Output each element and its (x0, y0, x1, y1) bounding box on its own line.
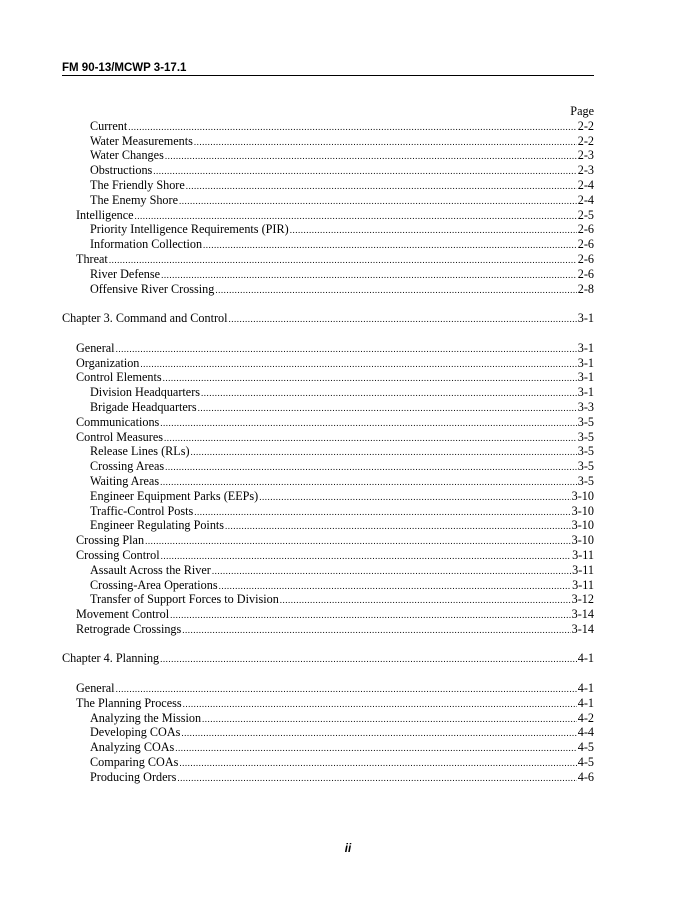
toc-entry-page: 3-5 (577, 414, 594, 429)
dot-leader (160, 652, 577, 667)
dot-leader (215, 283, 576, 298)
toc-entry-title: Crossing Plan (76, 533, 145, 548)
toc-entry-title: Analyzing COAs (90, 740, 175, 755)
dot-leader (165, 460, 577, 475)
table-of-contents (62, 104, 594, 785)
toc-entry-page: 3-5 (577, 459, 594, 474)
toc-entry-page: 4-2 (577, 710, 594, 725)
dot-leader (160, 416, 576, 431)
toc-entry-page: 2-2 (577, 118, 594, 133)
toc-entry-title: River Defense (90, 266, 161, 281)
toc-entry[interactable] (62, 341, 594, 356)
toc-entry-page: 3-5 (577, 473, 594, 488)
toc-entry[interactable] (62, 711, 594, 726)
toc-entry[interactable] (62, 770, 594, 785)
toc-entry-title: Obstructions (90, 163, 153, 178)
toc-entry-page: 4-5 (577, 755, 594, 770)
toc-entry-title: Engineer Regulating Points (90, 518, 225, 533)
toc-entry[interactable] (62, 134, 594, 149)
toc-entry-page: 4-4 (577, 725, 594, 740)
header-rule (62, 75, 594, 76)
dot-leader (194, 505, 570, 520)
toc-entry[interactable] (62, 533, 594, 548)
toc-entry-title: Developing COAs (90, 725, 181, 740)
toc-entry-title: General (76, 681, 115, 696)
dot-leader (140, 357, 576, 372)
toc-entry-title: The Planning Process (76, 695, 182, 710)
toc-entry[interactable] (62, 444, 594, 459)
dot-leader (179, 194, 577, 209)
dot-leader (280, 593, 571, 608)
toc-spacer (62, 296, 594, 311)
dot-leader (163, 371, 577, 386)
toc-entry[interactable] (62, 148, 594, 163)
dot-leader (201, 386, 577, 401)
toc-chapter-entry[interactable] (62, 651, 594, 666)
toc-entry-page: 4-6 (577, 769, 594, 784)
dot-leader (116, 682, 577, 697)
toc-entry-page: 4-1 (577, 695, 594, 710)
dot-leader (259, 490, 570, 505)
toc-entry[interactable] (62, 267, 594, 282)
toc-entry[interactable] (62, 356, 594, 371)
toc-entry[interactable] (62, 592, 594, 607)
dot-leader (175, 741, 576, 756)
toc-entry[interactable] (62, 385, 594, 400)
toc-entry-title: Offensive River Crossing (90, 281, 215, 296)
toc-entry-title: Priority Intelligence Requirements (PIR) (90, 222, 289, 237)
toc-entry[interactable] (62, 504, 594, 519)
dot-leader (212, 564, 571, 579)
toc-entry-title: Brigade Headquarters (90, 399, 197, 414)
toc-entry-title: The Friendly Shore (90, 177, 185, 192)
toc-entry[interactable] (62, 178, 594, 193)
toc-entry-page: 3-10 (571, 518, 594, 533)
toc-entry-page: 3-10 (571, 503, 594, 518)
toc-entry-title: Control Elements (76, 370, 162, 385)
toc-entry-title: Engineer Equipment Parks (EEPs) (90, 488, 259, 503)
toc-entry-page: 3-11 (572, 577, 594, 592)
toc-entry-title: Threat (76, 251, 108, 266)
toc-entry-page: 2-4 (577, 192, 594, 207)
toc-entry[interactable] (62, 681, 594, 696)
dot-leader (161, 268, 577, 283)
toc-entry-title: Producing Orders (90, 769, 177, 784)
toc-entry[interactable] (62, 740, 594, 755)
page-number: ii (344, 843, 352, 855)
toc-entry-page: 2-2 (577, 133, 594, 148)
toc-entry-title: Release Lines (RLs) (90, 444, 190, 459)
toc-entry-page: 3-5 (577, 429, 594, 444)
toc-entry-page: 3-10 (571, 488, 594, 503)
toc-entry[interactable] (62, 163, 594, 178)
toc-entry[interactable] (62, 237, 594, 252)
toc-entry-title: Crossing-Area Operations (90, 577, 218, 592)
toc-entry-title: Comparing COAs (90, 755, 179, 770)
toc-entry[interactable] (62, 474, 594, 489)
toc-entry[interactable] (62, 252, 594, 267)
toc-entry-title: Traffic-Control Posts (90, 503, 194, 518)
toc-entry-title: Crossing Areas (90, 459, 165, 474)
toc-entry-page: 3-1 (577, 370, 594, 385)
toc-entry-title: Crossing Control (76, 547, 160, 562)
toc-entry-page: 3-3 (577, 399, 594, 414)
toc-entry-page: 3-5 (577, 444, 594, 459)
toc-entry-title: Transfer of Support Forces to Division (90, 592, 279, 607)
toc-entry-page: 2-5 (577, 207, 594, 222)
dot-leader (165, 149, 577, 164)
toc-entry-page: 3-1 (577, 311, 594, 326)
toc-entry[interactable] (62, 563, 594, 578)
dot-leader (202, 712, 577, 727)
toc-entry-title: Assault Across the River (90, 562, 211, 577)
toc-entry-page: 2-6 (577, 222, 594, 237)
toc-entry-page: 3-14 (571, 621, 594, 636)
dot-leader (229, 312, 577, 327)
dot-leader (160, 475, 577, 490)
dot-leader (135, 209, 577, 224)
toc-chapter-entry[interactable] (62, 311, 594, 326)
toc-entry-page: 4-5 (577, 740, 594, 755)
toc-entry-page: 2-8 (577, 281, 594, 296)
toc-entry[interactable] (62, 430, 594, 445)
toc-entry-page: 2-4 (577, 177, 594, 192)
toc-entry-page: 3-11 (572, 547, 594, 562)
toc-entry-page: 3-1 (577, 355, 594, 370)
toc-entry-title: Communications (76, 414, 160, 429)
dot-leader (109, 253, 577, 268)
toc-entry-page: 2-6 (577, 251, 594, 266)
toc-entry-title: Waiting Areas (90, 473, 160, 488)
toc-entry-page: 3-1 (577, 385, 594, 400)
toc-entry-title: Control Measures (76, 429, 163, 444)
toc-entry[interactable] (62, 607, 594, 622)
toc-entry-page: 3-12 (571, 592, 594, 607)
dot-leader (177, 771, 576, 786)
toc-entries (62, 119, 594, 785)
dot-leader (203, 238, 577, 253)
toc-entry-page: 2-3 (577, 148, 594, 163)
dot-leader (191, 445, 577, 460)
toc-spacer (62, 666, 594, 681)
dot-leader (225, 519, 571, 534)
toc-spacer (62, 326, 594, 341)
toc-entry-title: The Enemy Shore (90, 192, 178, 207)
toc-entry-title: Water Measurements (90, 133, 193, 148)
running-header: FM 90-13/MCWP 3-17.1 (62, 62, 187, 74)
toc-entry-page: 3-1 (577, 340, 594, 355)
toc-entry-page: 4-1 (577, 651, 594, 666)
toc-entry[interactable] (62, 622, 594, 637)
toc-spacer (62, 637, 594, 652)
dot-leader (128, 120, 577, 135)
toc-entry[interactable] (62, 119, 594, 134)
toc-entry-title: Division Headquarters (90, 385, 200, 400)
dot-leader (161, 549, 571, 564)
dot-leader (194, 135, 577, 150)
toc-entry[interactable] (62, 578, 594, 593)
page-column-label: Page (570, 104, 594, 118)
dot-leader (164, 431, 577, 446)
toc-entry-title: Chapter 4. Planning (62, 651, 160, 666)
toc-entry-title: Retrograde Crossings (76, 621, 182, 636)
toc-entry-title: Water Changes (90, 148, 164, 163)
toc-entry[interactable] (62, 459, 594, 474)
toc-entry-title: Movement Control (76, 607, 170, 622)
dot-leader (290, 223, 577, 238)
dot-leader (183, 697, 577, 712)
toc-entry-page: 4-1 (577, 681, 594, 696)
dot-leader (182, 623, 570, 638)
dot-leader (153, 164, 576, 179)
toc-entry[interactable] (62, 548, 594, 563)
dot-leader (219, 579, 572, 594)
toc-entry-page: 3-10 (571, 533, 594, 548)
toc-entry-title: General (76, 340, 115, 355)
toc-entry-title: Analyzing the Mission (90, 710, 202, 725)
toc-entry[interactable] (62, 696, 594, 711)
toc-entry[interactable] (62, 370, 594, 385)
toc-entry[interactable] (62, 400, 594, 415)
toc-entry-page: 2-3 (577, 163, 594, 178)
dot-leader (181, 726, 576, 741)
dot-leader (116, 342, 577, 357)
toc-entry-title: Current (90, 118, 128, 133)
toc-entry[interactable] (62, 222, 594, 237)
toc-entry[interactable] (62, 518, 594, 533)
toc-entry[interactable] (62, 755, 594, 770)
toc-entry-title: Information Collection (90, 237, 203, 252)
toc-entry-page: 3-11 (572, 562, 594, 577)
toc-entry[interactable] (62, 489, 594, 504)
toc-entry-page: 3-14 (571, 607, 594, 622)
dot-leader (170, 608, 571, 623)
toc-entry[interactable] (62, 208, 594, 223)
toc-entry[interactable] (62, 282, 594, 297)
dot-leader (145, 534, 571, 549)
dot-leader (179, 756, 576, 771)
toc-entry-page: 2-6 (577, 237, 594, 252)
toc-entry-title: Intelligence (76, 207, 134, 222)
toc-entry-title: Chapter 3. Command and Control (62, 311, 228, 326)
dot-leader (186, 179, 577, 194)
toc-entry[interactable] (62, 725, 594, 740)
toc-entry-title: Organization (76, 355, 140, 370)
toc-entry[interactable] (62, 193, 594, 208)
dot-leader (198, 401, 577, 416)
toc-entry[interactable] (62, 415, 594, 430)
toc-entry-page: 2-6 (577, 266, 594, 281)
